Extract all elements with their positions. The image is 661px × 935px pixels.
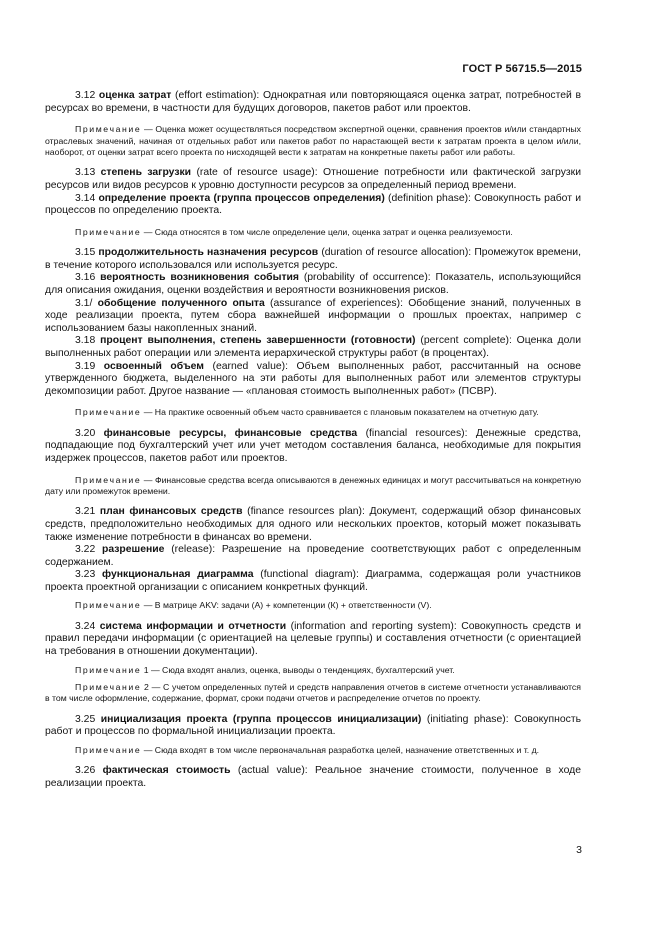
note-label: Примечание bbox=[75, 474, 142, 485]
note-3-24-1: Примечание 1 — Сюда входят анализ, оценка, выводы о тенденциях, бухгалтерский учет. bbox=[75, 664, 455, 675]
note-3-23: Примечание — В матрице AKV: задачи (А) + компетенции (К) + ответственности (V). bbox=[75, 600, 432, 611]
term-3-24: 3.24 система информации и отчетности (information and reporting system): Совокупность средств и правил передачи информации (с ориентацией на целевые группы) и составления отчетности (с ориентацией на требования в отношении документации). bbox=[45, 620, 582, 658]
note-label: Примечание bbox=[75, 682, 142, 693]
term-name: план финансовых средств bbox=[99, 506, 243, 518]
term-3-25: 3.25 инициализация проекта (группа процессов инициализации) (initiating phase): Совокупность работ и процессов по формальной инициализации проекта. bbox=[45, 713, 581, 738]
note-label: Примечание bbox=[75, 600, 142, 611]
document-body bbox=[45, 90, 581, 791]
term-3-23: 3.23 функциональная диаграмма (functional diagram): Диаграмма, содержащая роли участников проекта проектной организации с описанием конкретных функций. bbox=[45, 569, 581, 593]
note-3-14: Примечание — Сюда относятся в том числе определение цели, оценка затрат и оценка реализуемости. bbox=[75, 226, 513, 237]
note-3-24-2: Примечание 2 — С учетом определенных путей и средств направления отчетов в системе отчетности устанавливаются в том числе оформление, содержание, формат, сроки подачи отчетов и распределение отчетов по проекту. bbox=[45, 682, 581, 704]
note-label: Примечание bbox=[75, 226, 142, 237]
term-3-16: 3.16 вероятность возникновения события (probability of occurrence): Показатель, использующийся для описания ожидания, оценки воздействия и вероятности возникновения рисков. bbox=[45, 272, 582, 296]
page-number: 3 bbox=[576, 844, 582, 856]
term-name: освоенный объем bbox=[103, 360, 204, 372]
note-label: Примечание bbox=[75, 664, 142, 675]
document-id-header: ГОСТ Р 56715.5—2015 bbox=[462, 63, 582, 75]
note-label: Примечание bbox=[75, 124, 142, 135]
term-name: инициализация проекта (группа процессов инициализации) bbox=[100, 713, 422, 725]
term-name: фактическая стоимость bbox=[102, 765, 231, 777]
note-3-12: Примечание — Оценка может осуществляться посредством экспертной оценки, сравнения проектов и/или стандартных отраслевых значений, начиная от отдельных работ или пакетов работ по нарастающей вести к затратам проекта в целом и/или, наоборот, от оценки затрат всего проекта по нисходящей вести к затратам на конкретные пакеты работ или работы. bbox=[45, 124, 581, 157]
term-3-18: 3.18 процент выполнения, степень завершенности (готовности) (percent complete): Оценка доли выполненных работ операции или элемента иерархической структуры работ (в процентах). bbox=[45, 335, 582, 359]
term-3-15: 3.15 продолжительность назначения ресурсов (duration of resource allocation): Промежуток времени, в течение которого использовался или используется ресурс. bbox=[45, 247, 581, 271]
term-3-21: 3.21 план финансовых средств (finance resources plan): Документ, содержащий обзор финансовых средств, предположительно необходимых для одного или нескольких проектов, который может показывать также изменение потребности в финансах во времени. bbox=[45, 506, 581, 543]
term-name: вероятность возникновения события bbox=[100, 272, 299, 284]
note-3-20: Примечание — Финансовые средства всегда описываются в денежных единицах и могут рассчитываться на конкретную дату или промежуток времени. bbox=[45, 474, 581, 496]
term-name: обобщение полученного опыта bbox=[97, 297, 265, 309]
term-3-14: 3.14 определение проекта (группа процессов определения) (definition phase): Совокупность работ и процессов по определению проекта. bbox=[45, 192, 581, 217]
term-name: процент выполнения, степень завершенности (готовности) bbox=[100, 335, 416, 347]
term-3-17: 3.1/ обобщение полученного опыта (assurance of experiences): Обобщение знаний, полученных в ходе реализации проекта, путем сбора важнейшей информации о прошлых проектах, например с использованием базы накопленных знаний. bbox=[45, 297, 582, 334]
term-name: продолжительность назначения ресурсов bbox=[98, 247, 319, 259]
term-name: разрешение bbox=[102, 544, 165, 556]
term-name: система информации и отчетности bbox=[99, 620, 287, 632]
term-name: финансовые ресурсы, финансовые средства bbox=[103, 427, 358, 439]
term-3-19: 3.19 освоенный объем (earned value): Объем выполненных работ, рассчитанный на основе утвержденного бюджета, выделенного на эти работы для выполненных работ или элементов структуры декомпозиции работ. Другое название — «плановая стоимость выполненных работ» (ПСВР). bbox=[45, 360, 581, 397]
term-3-22: 3.22 разрешение (release): Разрешение на проведение соответствующих работ с определенным содержанием. bbox=[45, 544, 582, 568]
term-name: функциональная диаграмма bbox=[102, 569, 254, 581]
term-3-26: 3.26 фактическая стоимость (actual value): Реальное значение стоимости, полученное в ходе реализации проекта. bbox=[45, 765, 581, 790]
note-label: Примечание bbox=[75, 745, 142, 756]
note-3-25: Примечание — Сюда входят в том числе первоначальная разработка целей, назначение ответственных и т. д. bbox=[75, 745, 540, 756]
term-name: степень загрузки bbox=[100, 167, 192, 179]
term-3-13: 3.13 степень загрузки (rate of resource usage): Отношение потребности или фактической загрузки ресурсов или видов ресурсов к уровню доступности ресурсов за определенный период времени. bbox=[45, 167, 582, 191]
note-label: Примечание bbox=[75, 407, 142, 418]
term-3-12: 3.12 оценка затрат (effort estimation): Однократная или повторяющаяся оценка затрат, потребностей в ресурсах во времени, в частности для будущих договоров, пакетов работ или проектов. bbox=[45, 90, 581, 114]
term-name: определение проекта (группа процессов определения) bbox=[98, 192, 385, 204]
term-name: оценка затрат bbox=[98, 90, 172, 101]
term-3-20: 3.20 финансовые ресурсы, финансовые средства (financial resources): Денежные средства, подпадающие под бухгалтерский учет или учет методом составления баланса, необходимые для покрытия издержек процессов, пакетов работ или проектов. bbox=[45, 427, 581, 464]
note-3-19: Примечание — На практике освоенный объем часто сравнивается с плановым показателем на отчетную дату. bbox=[75, 407, 539, 418]
